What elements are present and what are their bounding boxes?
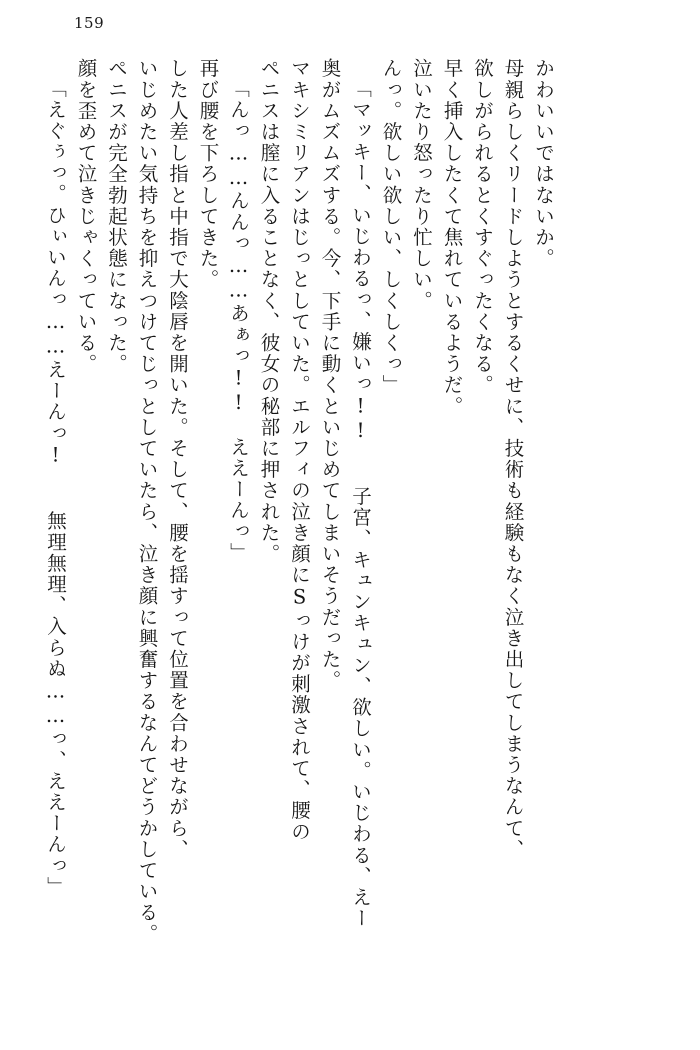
text-column: 再び腰を下ろしてきた。 (196, 58, 220, 291)
text-column: 「んっ……んんっ……あぁっ!! ええーんっ」 (227, 78, 250, 564)
text-column: ペニスは膣に入ることなく、彼女の秘部に押された。 (257, 58, 281, 565)
text-column: ペニスが完全勃起状態になった。 (105, 58, 128, 375)
text-column: 「えぐぅっ。ひぃいんっ……えーんっ! 無理無理、入らぬ……っ、ええーんっ」 (44, 78, 67, 898)
text-column: 奥がムズムズする。今、下手に動くといじめてしまいそうだった。 (318, 58, 342, 691)
vertical-text-body (40, 58, 664, 1028)
text-column: 顔を歪めて泣きじゃくっている。 (74, 58, 98, 375)
text-column: マキシミリアンはじっとしていた。エルフィの泣き顔にSっけが刺激されて、腰の (288, 58, 311, 843)
text-column: 泣いたり怒ったり忙しい。 (410, 58, 433, 312)
text-column: 早く挿入したくて焦れているようだ。 (440, 58, 464, 417)
text-column: した人差し指と中指で大陰唇を開いた。そして、腰を揺すって位置を合わせながら、 (166, 58, 189, 860)
text-column: 母親らしくリードしようとするくせに、技術も経験もなく泣き出してしまうなんて、 (501, 58, 525, 860)
page-number: 159 (74, 14, 105, 32)
text-column: 欲しがられるとくすぐったくなる。 (471, 58, 494, 396)
text-column: かわいいではないか。 (532, 58, 555, 269)
text-column: いじめたい気持ちを抑えつけてじっとしていたら、泣き顔に興奮するなんてどうかしている。 (135, 58, 159, 945)
text-column: 「マッキー、いじわるっ、嫌いっ!! 子宮、キュンキュン、欲しい。いじわる、えー (349, 78, 372, 929)
text-column: んっ。欲しい欲しい、しくしくっ」 (379, 58, 403, 396)
